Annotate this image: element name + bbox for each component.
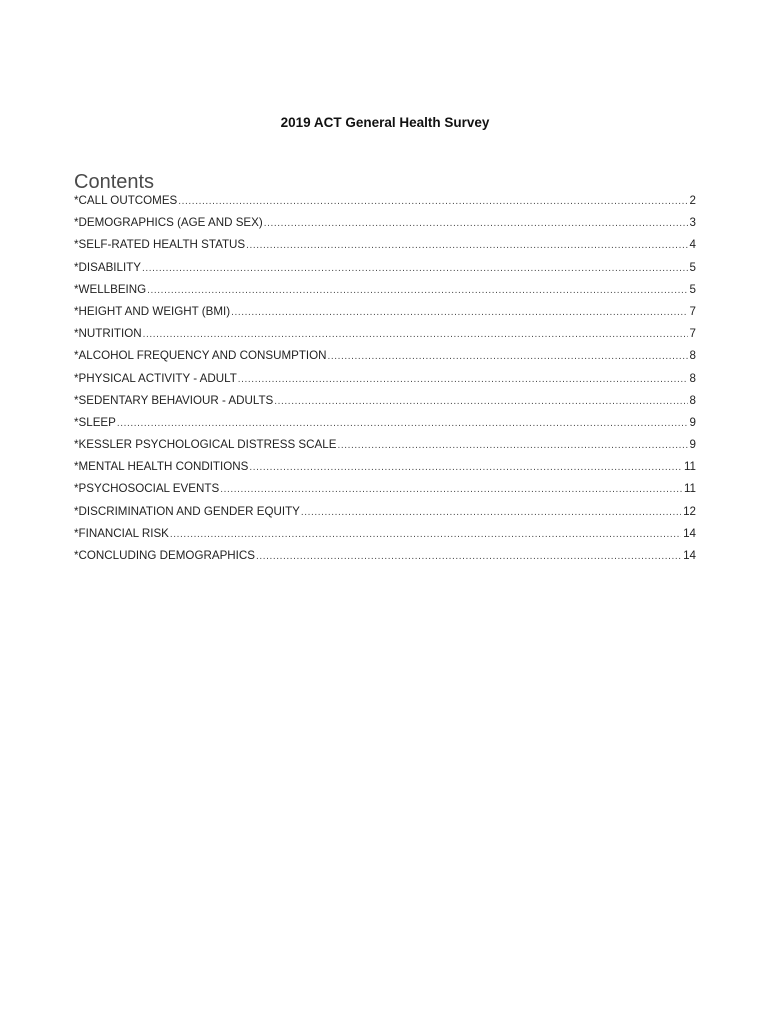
toc-entry-page: 5 <box>689 282 696 296</box>
toc-dot-leader <box>256 551 681 562</box>
toc-dot-leader <box>231 307 687 318</box>
toc-entry-alcohol[interactable] <box>74 349 696 371</box>
toc-entry-label: *SELF-RATED HEALTH STATUS <box>74 238 246 252</box>
toc-dot-leader <box>170 529 681 540</box>
toc-entry-mental-health[interactable] <box>74 460 696 482</box>
toc-entry-label: *DISABILITY <box>74 260 142 274</box>
toc-entry-height-weight[interactable] <box>74 305 696 327</box>
table-of-contents <box>74 194 696 571</box>
toc-entry-page: 5 <box>689 260 696 274</box>
toc-entry-label: *PHYSICAL ACTIVITY - ADULT <box>74 371 237 385</box>
toc-entry-nutrition[interactable] <box>74 327 696 349</box>
toc-entry-kessler[interactable] <box>74 438 696 460</box>
toc-entry-physical-activity[interactable] <box>74 372 696 394</box>
toc-dot-leader <box>147 285 687 296</box>
toc-entry-financial-risk[interactable] <box>74 527 696 549</box>
toc-entry-page: 8 <box>689 349 696 363</box>
toc-entry-label: *KESSLER PSYCHOLOGICAL DISTRESS SCALE <box>74 438 337 452</box>
toc-dot-leader <box>178 196 687 207</box>
toc-entry-page: 11 <box>683 482 696 496</box>
toc-dot-leader <box>337 440 687 451</box>
toc-dot-leader <box>238 374 688 385</box>
toc-dot-leader <box>301 507 681 518</box>
toc-entry-page: 11 <box>683 460 696 474</box>
toc-entry-label: *MENTAL HEALTH CONDITIONS <box>74 460 249 474</box>
toc-entry-label: *DISCRIMINATION AND GENDER EQUITY <box>74 504 300 518</box>
toc-entry-sedentary-behaviour[interactable] <box>74 394 696 416</box>
toc-entry-concluding-demographics[interactable] <box>74 549 696 571</box>
toc-dot-leader <box>246 240 687 251</box>
toc-dot-leader <box>117 418 688 429</box>
toc-entry-discrimination[interactable] <box>74 505 696 527</box>
toc-entry-wellbeing[interactable] <box>74 283 696 305</box>
toc-entry-label: *PSYCHOSOCIAL EVENTS <box>74 482 220 496</box>
toc-dot-leader <box>328 351 688 362</box>
toc-entry-page: 12 <box>683 504 696 518</box>
toc-entry-page: 4 <box>689 238 696 252</box>
toc-entry-page: 8 <box>689 393 696 407</box>
toc-entry-page: 2 <box>689 194 696 207</box>
toc-entry-label: *CALL OUTCOMES <box>74 194 178 207</box>
toc-entry-call-outcomes[interactable] <box>74 194 696 216</box>
toc-entry-page: 8 <box>689 371 696 385</box>
toc-entry-label: *WELLBEING <box>74 282 147 296</box>
toc-entry-label: *FINANCIAL RISK <box>74 526 169 540</box>
toc-entry-page: 9 <box>689 415 696 429</box>
toc-entry-self-rated-health[interactable] <box>74 238 696 260</box>
toc-entry-label: *CONCLUDING DEMOGRAPHICS <box>74 549 256 562</box>
toc-entry-page: 14 <box>683 526 696 540</box>
toc-entry-disability[interactable] <box>74 261 696 283</box>
toc-dot-leader <box>142 263 688 274</box>
toc-entry-demographics[interactable] <box>74 216 696 238</box>
toc-entry-sleep[interactable] <box>74 416 696 438</box>
toc-entry-label: *ALCOHOL FREQUENCY AND CONSUMPTION <box>74 349 327 363</box>
toc-entry-label: *SLEEP <box>74 415 116 429</box>
toc-dot-leader <box>249 462 682 473</box>
toc-dot-leader <box>274 396 687 407</box>
toc-entry-page: 7 <box>689 327 696 341</box>
toc-heading: Contents <box>74 171 155 193</box>
toc-entry-label: *NUTRITION <box>74 327 142 341</box>
document-title: 2019 ACT General Health Survey <box>280 115 490 130</box>
toc-dot-leader <box>264 218 688 229</box>
toc-entry-label: *SEDENTARY BEHAVIOUR - ADULTS <box>74 393 274 407</box>
toc-entry-page: 3 <box>689 216 696 230</box>
toc-entry-label: *HEIGHT AND WEIGHT (BMI) <box>74 304 231 318</box>
toc-dot-leader <box>220 484 682 495</box>
toc-entry-page: 9 <box>689 438 696 452</box>
toc-entry-psychosocial-events[interactable] <box>74 482 696 504</box>
toc-entry-page: 14 <box>683 549 696 562</box>
toc-dot-leader <box>143 329 688 340</box>
toc-entry-label: *DEMOGRAPHICS (AGE AND SEX) <box>74 216 263 230</box>
toc-entry-page: 7 <box>689 304 696 318</box>
